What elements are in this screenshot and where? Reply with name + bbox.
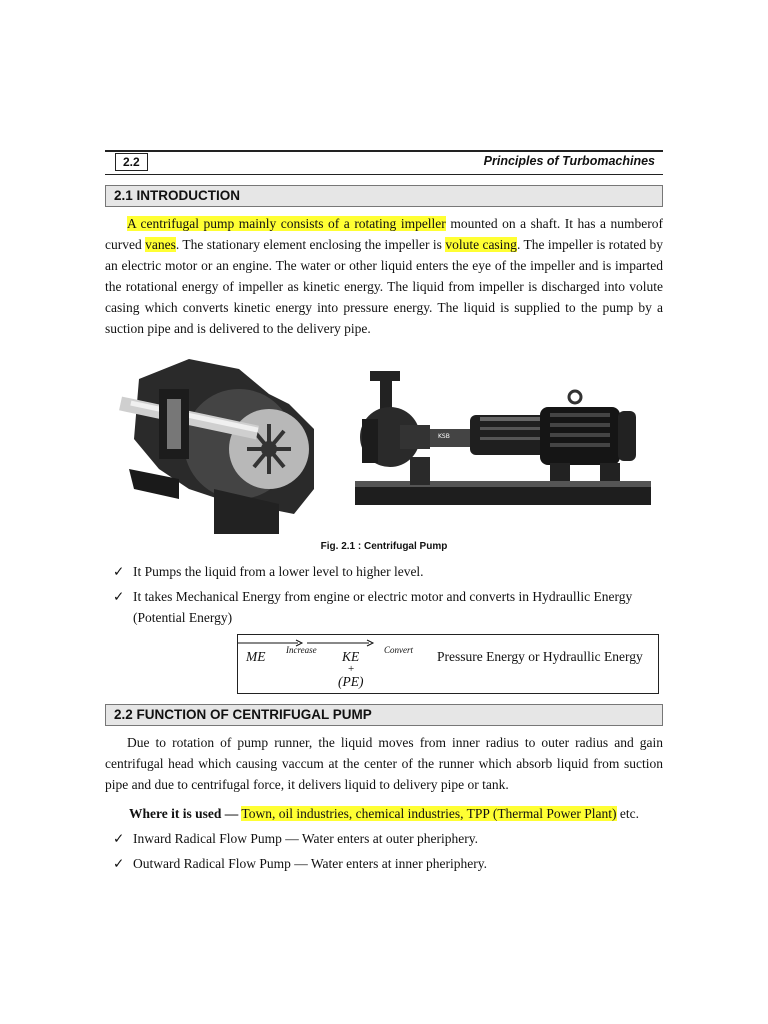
motor-brand-label: KSB bbox=[438, 433, 450, 440]
list-item-text: It Pumps the liquid from a lower level to higher level. bbox=[133, 564, 424, 579]
page-number: 2.2 bbox=[115, 153, 148, 171]
page bbox=[105, 150, 663, 878]
usage-end: etc. bbox=[616, 806, 640, 821]
formula-ke: KE bbox=[342, 649, 360, 664]
formula-convert-label: Convert bbox=[384, 645, 413, 655]
highlight-usage: Town, oil industries, chemical industries, TPP (Thermal Power Plant) bbox=[241, 806, 617, 821]
intro-text-1: mounted on a shaft. It has a numberof curved bbox=[105, 216, 663, 252]
usage-line bbox=[105, 803, 663, 824]
energy-conversion-formula bbox=[237, 634, 659, 694]
formula-pe: (PE) bbox=[338, 674, 364, 689]
bullet-list-2 bbox=[105, 828, 663, 874]
intro-paragraph bbox=[105, 213, 663, 339]
highlight-volute-casing: volute casing bbox=[445, 237, 517, 252]
checkmark-icon: ✓ bbox=[113, 589, 125, 604]
list-item-text: Inward Radical Flow Pump — Water enters at outer pheriphery. bbox=[133, 831, 478, 846]
list-item-text: It takes Mechanical Energy from engine or electric motor and converts in Hydraullic Energy (Potential Energy) bbox=[133, 589, 633, 625]
section-heading-function: 2.2 FUNCTION OF CENTRIFUGAL PUMP bbox=[105, 704, 663, 726]
list-item bbox=[105, 853, 663, 874]
pump-cutaway-image bbox=[119, 349, 319, 539]
running-header bbox=[105, 150, 663, 175]
formula-me: ME bbox=[246, 649, 266, 664]
list-item bbox=[105, 586, 663, 628]
usage-label: Where it is used — bbox=[129, 806, 239, 821]
formula-result: Pressure Energy or Hydraullic Energy bbox=[437, 649, 643, 664]
list-item bbox=[105, 828, 663, 849]
bullet-list-1 bbox=[105, 561, 663, 628]
formula-plus: + bbox=[348, 663, 355, 675]
figure-caption: Fig. 2.1 : Centrifugal Pump bbox=[320, 541, 448, 552]
list-item-text: Outward Radical Flow Pump — Water enters at inner pheriphery. bbox=[133, 856, 487, 871]
highlight-vanes: vanes bbox=[145, 237, 176, 252]
function-paragraph: Due to rotation of pump runner, the liquid moves from inner radius to outer radius and gain centrifugal head which causing vaccum at the center of the runner which absorb liquid from suction pipe and due to centrifugal force, it delivers liquid to delivery pipe or tank. bbox=[105, 735, 663, 792]
formula-increase-label: Increase bbox=[286, 645, 317, 655]
running-title: Principles of Turbomachines bbox=[483, 154, 655, 168]
list-item bbox=[105, 561, 663, 582]
intro-text-2: . The stationary element enclosing the impeller is bbox=[175, 237, 446, 252]
arrow-right-icon bbox=[307, 639, 375, 647]
checkmark-icon: ✓ bbox=[113, 856, 125, 871]
checkmark-icon: ✓ bbox=[113, 564, 125, 579]
highlight-impeller: A centrifugal pump mainly consists of a rotating impeller bbox=[127, 216, 446, 231]
checkmark-icon: ✓ bbox=[113, 831, 125, 846]
intro-text-3: . The impeller is rotated by an electric motor or an engine. The water or other liquid enters the eye of the impeller and is imparted the rotational energy of impeller as kinetic energy. The liquid from impeller is discharged into volute casing which converts kinetic energy into pressure energy. The liquid is supplied to the pump by a suction pipe and is delivered to the delivery pipe. bbox=[105, 237, 663, 336]
section-heading-introduction: 2.1 INTRODUCTION bbox=[105, 185, 663, 207]
pump-motor-assembly-image bbox=[350, 367, 656, 515]
figure-centrifugal-pump bbox=[105, 349, 663, 539]
